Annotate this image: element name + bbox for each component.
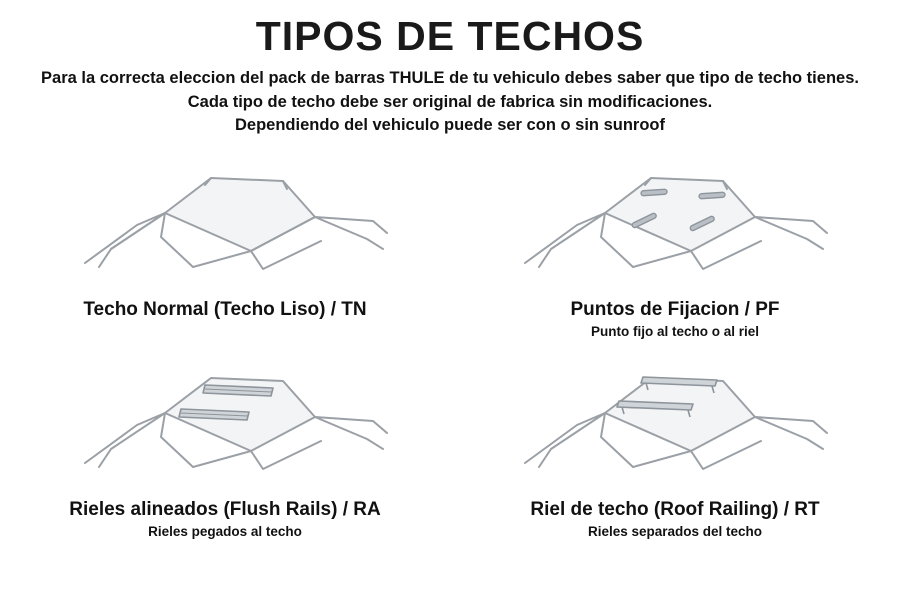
page-title: TIPOS DE TECHOS [255, 13, 645, 59]
car-roof-flush-rails-icon [15, 355, 435, 495]
car-roof-railing-icon [465, 355, 885, 495]
intro-text [0, 67, 900, 137]
intro-line-3: Dependiendo del vehiculo puede ser con o sin sunroof [235, 115, 665, 134]
roof-type-caption-rt: Riel de techo (Roof Railing) / RT [530, 499, 820, 521]
roof-type-card-tn [0, 155, 450, 355]
roof-types-grid [0, 155, 900, 555]
intro-line-1: Para la correcta eleccion del pack de barras THULE de tu vehiculo debes saber que tipo de techo tienes. [41, 69, 859, 88]
roof-type-subcaption-rt: Rieles separados del techo [587, 524, 763, 540]
roof-types-infographic [0, 14, 900, 614]
roof-type-caption-ra: Rieles alineados (Flush Rails) / RA [69, 499, 381, 521]
roof-type-card-ra [0, 355, 450, 555]
intro-line-2: Cada tipo de techo debe ser original de fabrica sin modificaciones. [187, 92, 713, 111]
roof-type-subcaption-pf: Punto fijo al techo o al riel [590, 324, 760, 340]
car-roof-plain-icon [15, 155, 435, 295]
roof-type-subcaption-ra: Rieles pegados al techo [148, 524, 302, 540]
roof-type-card-rt [450, 355, 900, 555]
car-roof-fixpoints-icon [465, 155, 885, 295]
roof-type-caption-pf: Puntos de Fijacion / PF [570, 299, 780, 321]
roof-type-card-pf [450, 155, 900, 355]
roof-type-caption-tn: Techo Normal (Techo Liso) / TN [83, 299, 367, 321]
